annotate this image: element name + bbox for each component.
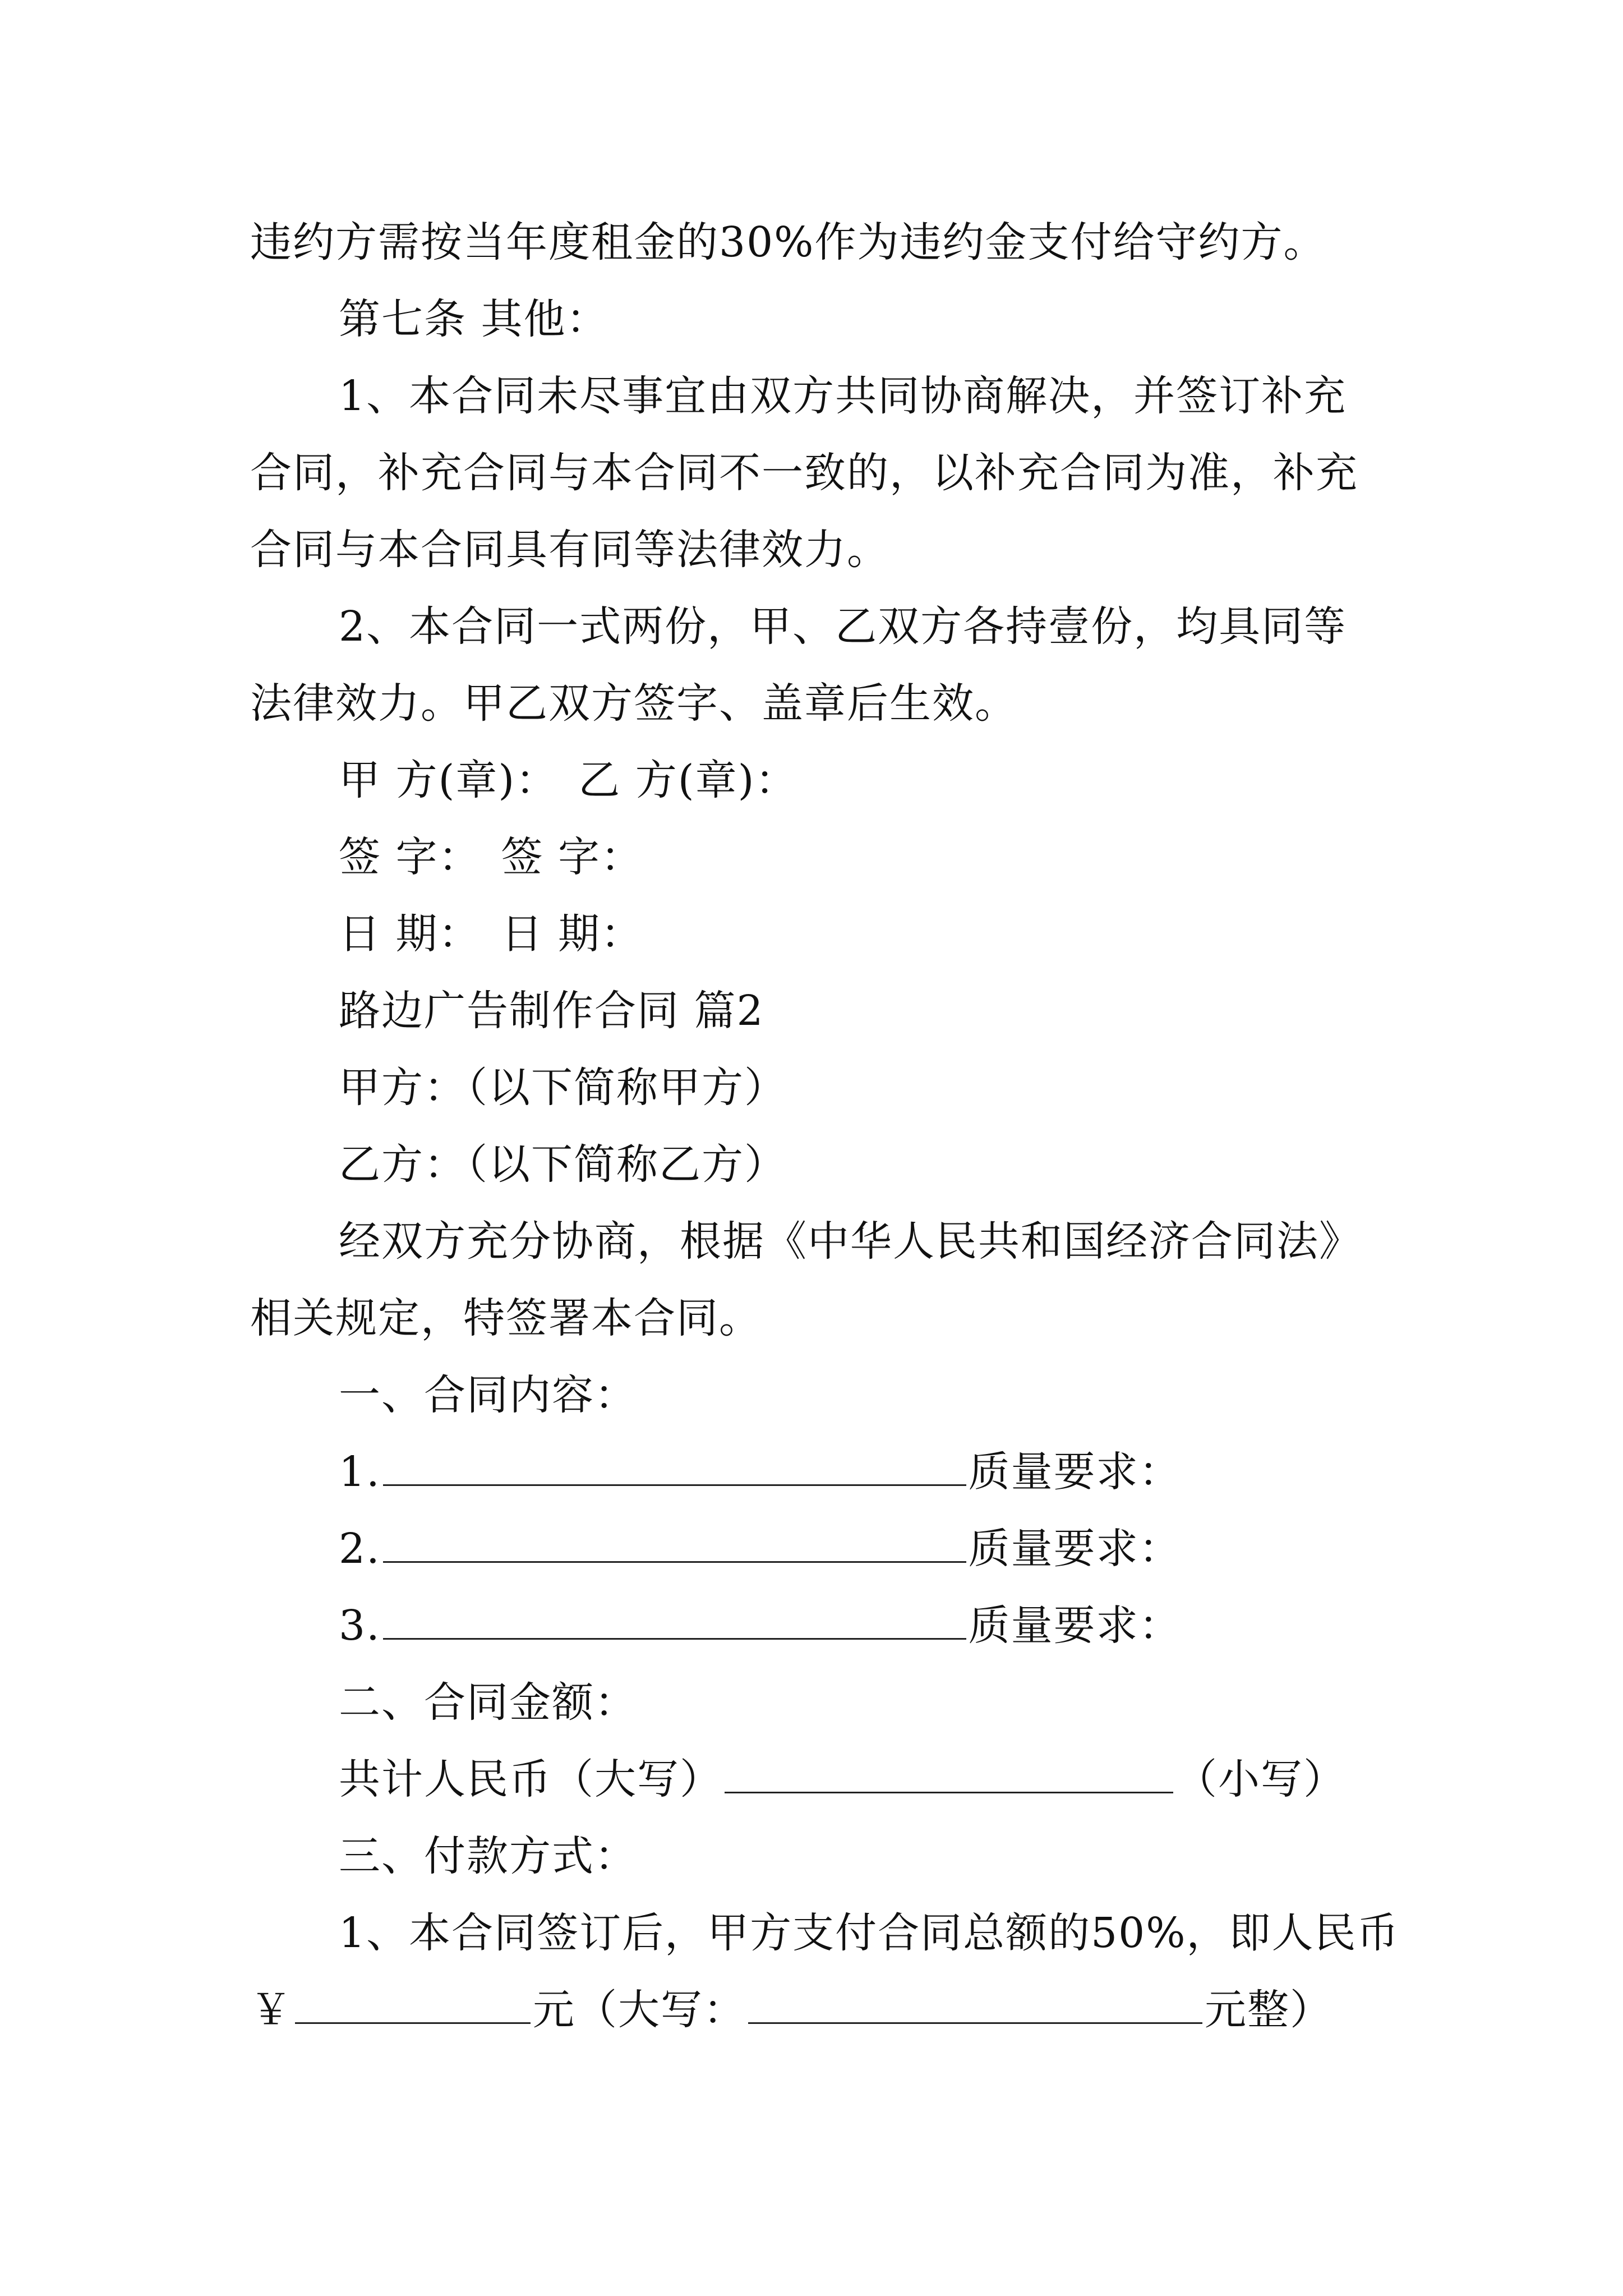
paragraph-line — [250, 679, 1017, 728]
paragraph-line — [339, 1217, 1362, 1266]
text: 合同，补充合同与本合同不一致的，以补充合同为准，补充 — [250, 449, 1358, 497]
party-b-seal-label: 乙 方(章)： — [578, 756, 798, 804]
section-title — [339, 987, 764, 1035]
amount-prefix: 共计人民币（大写） — [339, 1755, 722, 1803]
paragraph-line — [339, 602, 1347, 651]
text: 1、本合同未尽事宜由双方共同协商解决，并签订补充 — [339, 372, 1347, 420]
text: 2、本合同一式两份，甲、乙双方各持壹份，均具同等 — [339, 602, 1347, 651]
item-number: 1. — [339, 1448, 381, 1496]
amount-heading — [339, 1678, 637, 1727]
signature-date-row — [339, 910, 644, 958]
amount-suffix: （小写） — [1175, 1755, 1346, 1803]
fill-blank[interactable] — [383, 1530, 966, 1563]
text: 经双方充分协商，根据《中华人民共和国经济合同法》 — [339, 1217, 1362, 1266]
party-b-sign-label: 签 字： — [501, 833, 644, 881]
paragraph-line — [339, 372, 1347, 420]
text: 法律效力。甲乙双方签字、盖章后生效。 — [250, 679, 1017, 728]
paragraph-line — [250, 218, 1326, 266]
text: 路边广告制作合同 篇2 — [339, 987, 764, 1035]
fill-blank[interactable] — [748, 1991, 1202, 2024]
quality-label: 质量要求： — [968, 1602, 1182, 1650]
content-heading — [339, 1371, 637, 1419]
paragraph-line — [339, 1909, 1400, 1957]
pay2-suffix: 元整） — [1205, 1986, 1332, 2034]
item-number: 2. — [339, 1525, 381, 1573]
text: 相关规定，特签署本合同。 — [250, 1294, 762, 1342]
party-b-line — [339, 1140, 787, 1189]
content-item-1 — [339, 1448, 1182, 1496]
fill-blank[interactable] — [383, 1453, 966, 1486]
paragraph-line — [250, 449, 1358, 497]
party-a-line — [339, 1064, 787, 1112]
fill-blank[interactable] — [725, 1760, 1173, 1793]
text: 1、本合同签订后，甲方支付合同总额的50%，即人民币 — [339, 1909, 1400, 1957]
article-heading — [339, 295, 609, 343]
party-a-date-label: 日 期： — [339, 910, 481, 958]
text: 合同与本合同具有同等法律效力。 — [250, 526, 889, 574]
signature-party-row — [339, 756, 798, 804]
party-a-sign-label: 签 字： — [339, 833, 481, 881]
party-a-seal-label: 甲 方(章)： — [339, 756, 559, 804]
paragraph-line — [250, 526, 889, 574]
paragraph-line — [250, 1294, 762, 1342]
amount-line — [339, 1755, 1346, 1803]
party-b-date-label: 日 期： — [501, 910, 644, 958]
item-number: 3. — [339, 1602, 381, 1650]
payment-amount-line — [250, 1986, 1332, 2034]
fill-blank[interactable] — [383, 1607, 966, 1640]
text: 乙方：（以下简称乙方） — [339, 1140, 787, 1189]
fill-blank[interactable] — [295, 1991, 531, 2024]
text: 二、合同金额： — [339, 1678, 637, 1727]
text: 三、付款方式： — [339, 1832, 637, 1880]
yuan-sign: ￥ — [250, 1986, 293, 2034]
content-item-2 — [339, 1525, 1182, 1573]
signature-sign-row — [339, 833, 644, 881]
quality-label: 质量要求： — [968, 1525, 1182, 1573]
payment-heading — [339, 1832, 637, 1880]
text: 甲方：（以下简称甲方） — [339, 1064, 787, 1112]
text: 一、合同内容： — [339, 1371, 637, 1419]
quality-label: 质量要求： — [968, 1448, 1182, 1496]
text: 违约方需按当年度租金的30%作为违约金支付给守约方。 — [250, 218, 1326, 266]
content-item-3 — [339, 1602, 1182, 1650]
pay2-mid: 元（大写： — [533, 1986, 746, 2034]
text: 第七条 其他： — [339, 295, 609, 343]
